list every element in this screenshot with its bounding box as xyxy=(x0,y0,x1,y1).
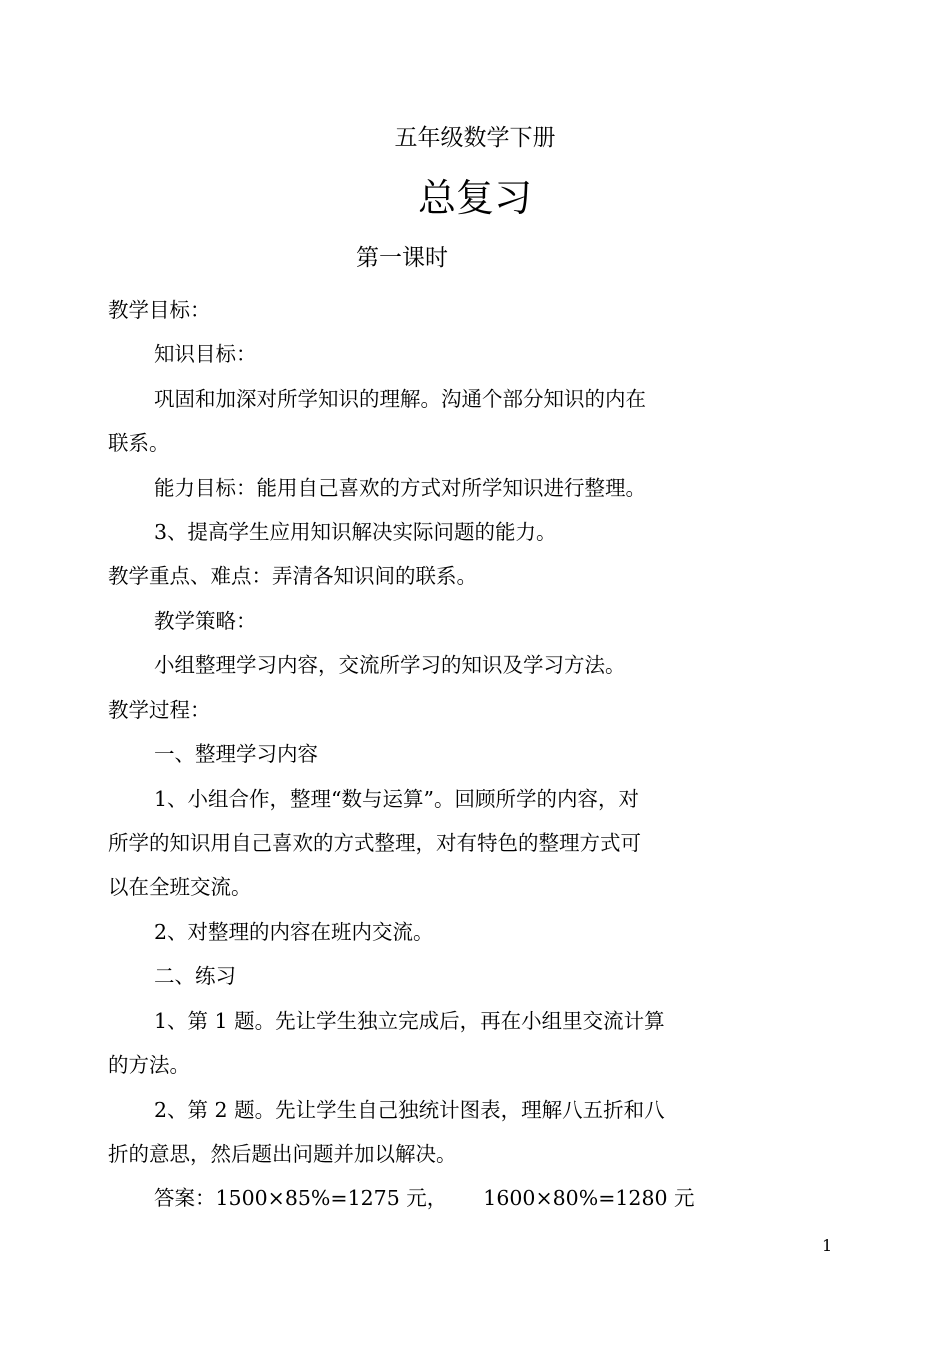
strategy-label: 教学策略： xyxy=(154,609,257,633)
goal-3-text: 3、提高学生应用知识解决实际问题的能力。 xyxy=(154,520,557,544)
exercise-1-line1: 1、第 1 题。先让学生独立完成后，再在小组里交流计算 xyxy=(154,1009,665,1033)
document-subtitle: 五年级数学下册 xyxy=(394,125,556,151)
answer-part-1: 1500×85%=1275 元， xyxy=(215,1186,448,1210)
goals-heading: 教学目标： xyxy=(108,298,211,322)
key-points-text: 教学重点、难点：弄清各知识间的联系。 xyxy=(108,564,477,588)
document-title: 总复习 xyxy=(417,176,532,220)
answer-part-2: 1600×80%=1280 元 xyxy=(483,1186,695,1210)
knowledge-goal-text-line1: 巩固和加深对所学知识的理解。沟通个部分知识的内在 xyxy=(154,387,646,411)
step-1-line3: 以在全班交流。 xyxy=(108,875,252,899)
answer-label: 答案： xyxy=(154,1186,216,1210)
lesson-label: 第一课时 xyxy=(356,245,448,271)
page-number: 1 xyxy=(822,1236,833,1255)
exercise-2-line2: 折的意思，然后题出问题并加以解决。 xyxy=(108,1142,457,1166)
step-1-line1: 1、小组合作，整理“数与运算”。回顾所学的内容，对 xyxy=(154,787,640,811)
ability-goal-text: 能力目标：能用自己喜欢的方式对所学知识进行整理。 xyxy=(154,476,646,500)
strategy-text: 小组整理学习内容，交流所学习的知识及学习方法。 xyxy=(154,653,626,677)
knowledge-goal-text-line2: 联系。 xyxy=(108,431,170,455)
answer-line xyxy=(108,1176,714,1220)
exercise-2-line1: 2、第 2 题。先让学生自己独统计图表，理解八五折和八 xyxy=(154,1098,665,1122)
knowledge-goal-label: 知识目标： xyxy=(154,342,257,366)
section-1-heading: 一、整理学习内容 xyxy=(154,742,318,766)
step-2-text: 2、对整理的内容在班内交流。 xyxy=(154,920,434,944)
step-1-line2: 所学的知识用自己喜欢的方式整理，对有特色的整理方式可 xyxy=(108,831,641,855)
section-2-heading: 二、练习 xyxy=(154,964,236,988)
exercise-1-line2: 的方法。 xyxy=(108,1053,190,1077)
process-heading: 教学过程： xyxy=(108,698,211,722)
